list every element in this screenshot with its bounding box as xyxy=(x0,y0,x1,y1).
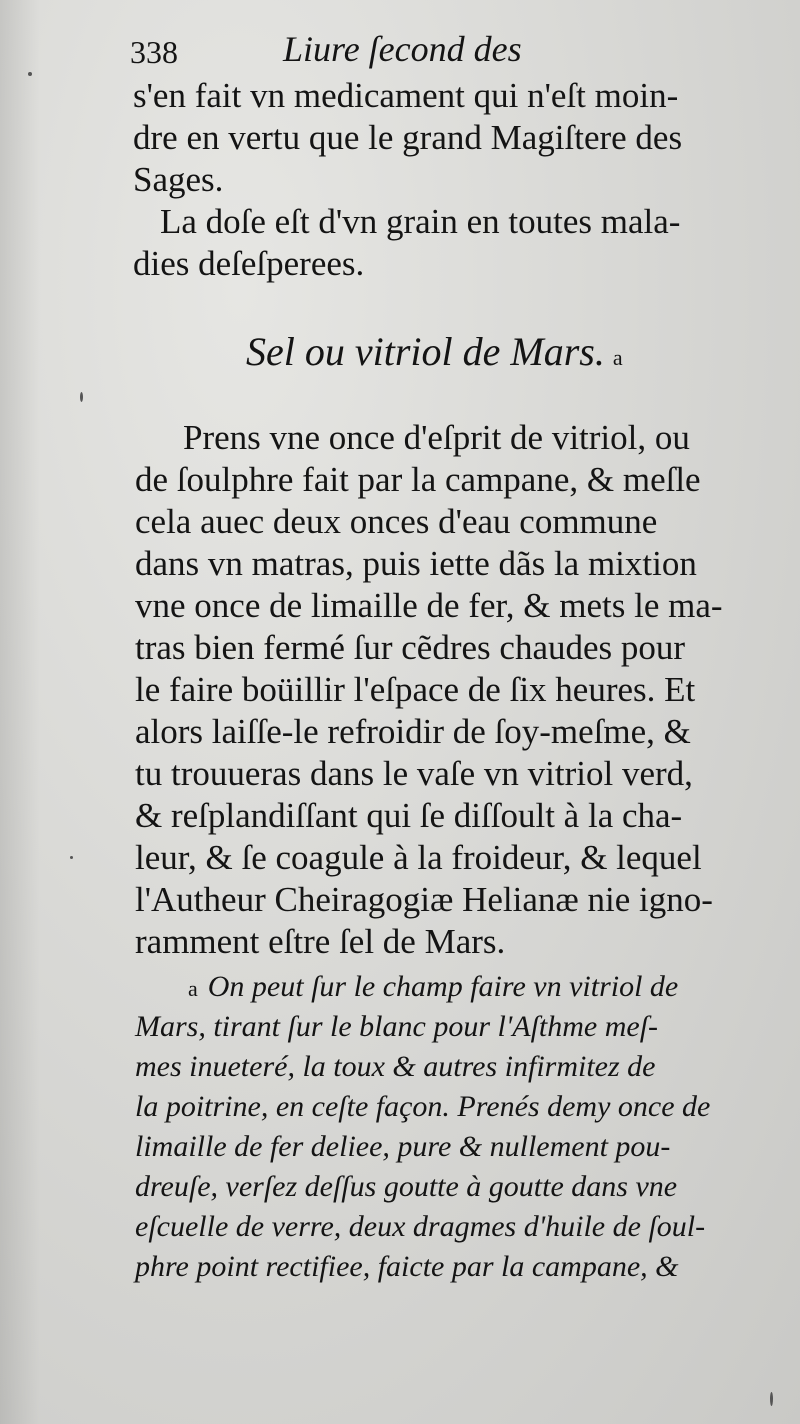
footnote-line: la poitrine, en ceſte façon. Prenés demy once de xyxy=(135,1090,711,1123)
footnote-text: On peut ſur le champ faire vn vitriol de xyxy=(207,970,679,1003)
paper-speck xyxy=(80,392,83,402)
footnote-letter: a xyxy=(188,976,198,1001)
page-number: 338 xyxy=(130,34,178,70)
opening-line: La doſe eſt d'vn grain en toutes mala- xyxy=(160,202,681,241)
paper-speck xyxy=(770,1392,773,1406)
opening-line: s'en fait vn medicament qui n'eſt moin- xyxy=(133,76,679,115)
footnote-line: dreuſe, verſez deſſus goutte à goutte dans vne xyxy=(135,1170,678,1203)
opening-line: Sages. xyxy=(133,160,224,199)
section-title-text: Sel ou vitriol de Mars. xyxy=(246,329,605,374)
running-title: Liure ſecond des xyxy=(283,29,522,69)
paragraph-line: ramment eſtre ſel de Mars. xyxy=(135,922,506,961)
footnote-line: phre point rectifiee, faicte par la campane, & xyxy=(135,1250,679,1283)
paper-speck xyxy=(70,856,73,859)
paragraph-line: tras bien fermé ſur cẽdres chaudes pour xyxy=(135,628,686,667)
footnote-line: Mars, tirant ſur le blanc pour l'Aſthme meſ- xyxy=(135,1010,659,1043)
paragraph-line: alors laiſſe-le refroidir de ſoy-meſme, & xyxy=(135,712,691,751)
gutter-shadow xyxy=(0,0,40,1424)
paragraph-line: l'Autheur Cheiragogiæ Helianæ nie igno- xyxy=(135,880,713,919)
paragraph-line: dans vn matras, puis iette dãs la mixtion xyxy=(135,544,697,583)
paragraph-line: & reſplandiſſant qui ſe diſſoult à la cha- xyxy=(135,796,683,835)
opening-line: dies deſeſperees. xyxy=(133,244,365,283)
paragraph-line: cela auec deux onces d'eau commune xyxy=(135,502,658,541)
paragraph-line: le faire boüillir l'eſpace de ſix heures. Et xyxy=(135,670,696,709)
section-title xyxy=(246,328,623,375)
footnote-line: eſcuelle de verre, deux dragmes d'huile de ſoul- xyxy=(135,1210,706,1243)
opening-line: dre en vertu que le grand Magiſtere des xyxy=(133,118,683,157)
paragraph-line: vne once de limaille de fer, & mets le ma- xyxy=(135,586,723,625)
page-header xyxy=(0,28,800,68)
paragraph-line: de ſoulphre fait par la campane, & meſle xyxy=(135,460,701,499)
note-marker: a xyxy=(612,345,623,370)
footnote-line: mes inueteré, la toux & autres infirmitez de xyxy=(135,1050,656,1083)
paragraph-line: tu trouueras dans le vaſe vn vitriol verd, xyxy=(135,754,693,793)
footnote-line xyxy=(188,972,678,1002)
footnote-line: limaille de fer deliee, pure & nullement pou- xyxy=(135,1130,671,1163)
paragraph-line: leur, & ſe coagule à la froideur, & lequel xyxy=(135,838,702,877)
paper-speck xyxy=(28,72,32,76)
paragraph-line: Prens vne once d'eſprit de vitriol, ou xyxy=(183,418,690,457)
